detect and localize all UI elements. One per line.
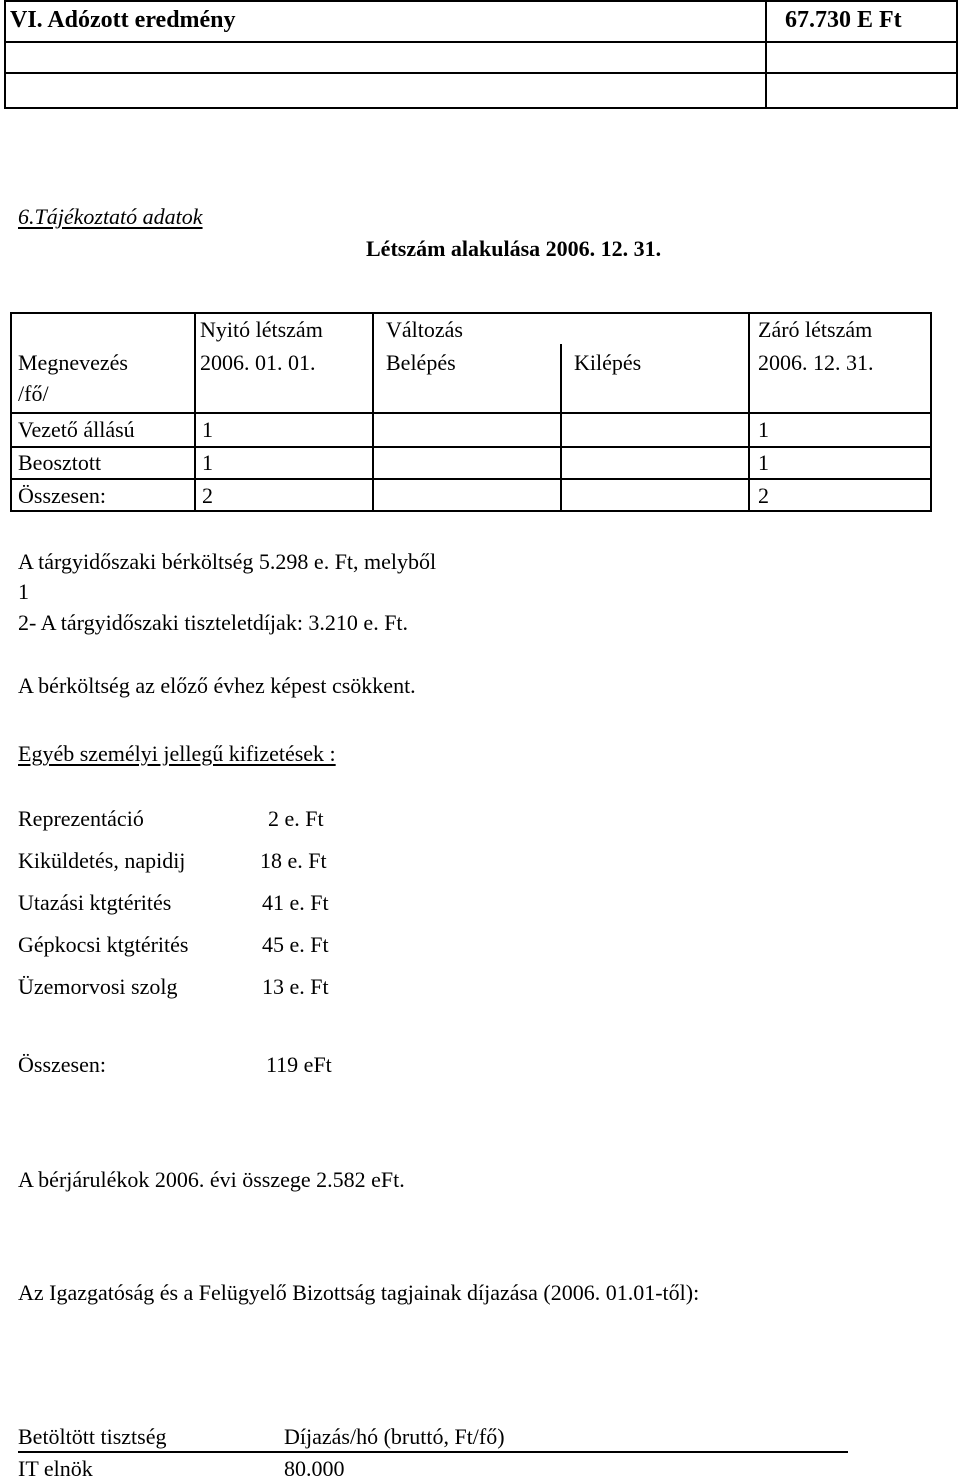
payment-label: Reprezentáció bbox=[18, 806, 144, 831]
payment-value: 2 e. Ft bbox=[268, 806, 324, 831]
table-row-label: Beosztott bbox=[18, 450, 102, 475]
col-name-header: Megnevezés bbox=[18, 350, 128, 375]
payment-value: 13 e. Ft bbox=[262, 974, 329, 999]
payment-value: 18 e. Ft bbox=[260, 848, 327, 873]
wage-cost-line: 2- A tárgyidőszaki tiszteletdíjak: 3.210 e. Ft. bbox=[18, 610, 409, 635]
unit-label: /fő/ bbox=[18, 381, 49, 406]
table-cell-opening: 1 bbox=[202, 450, 213, 475]
col-fee-header: Díjazás/hó (bruttó, Ft/fő) bbox=[284, 1424, 505, 1449]
col-closing-header: Záró létszám bbox=[758, 317, 873, 342]
table-row-label: Összesen: bbox=[18, 483, 106, 508]
payments-heading: Egyéb személyi jellegű kifizetések : bbox=[18, 741, 336, 766]
table-cell-closing: 1 bbox=[758, 417, 769, 442]
col-position-header: Betöltött tisztség bbox=[18, 1424, 167, 1449]
table-cell-closing: 1 bbox=[758, 450, 769, 475]
board-heading: Az Igazgatóság és a Felügyelő Bizottság tagjainak díjazása (2006. 01.01-től): bbox=[18, 1280, 700, 1305]
wage-cost-line: 1 bbox=[18, 579, 29, 604]
wage-cost-line: A tárgyidőszaki bérköltség 5.298 e. Ft, melyből bbox=[18, 549, 437, 574]
headcount-title: Létszám alakulása 2006. 12. 31. bbox=[366, 236, 662, 261]
col-closing-date: 2006. 12. 31. bbox=[758, 350, 874, 375]
result-title: VI. Adózott eredmény bbox=[10, 7, 236, 33]
col-opening-header: Nyitó létszám bbox=[200, 317, 323, 342]
table-row-label: Vezető állású bbox=[18, 417, 135, 442]
col-opening-date: 2006. 01. 01. bbox=[200, 350, 316, 375]
table-cell-closing: 2 bbox=[758, 483, 769, 508]
board-row-position: IT elnök bbox=[18, 1456, 93, 1481]
board-row-fee: 80.000 bbox=[284, 1456, 345, 1481]
result-value: 67.730 E Ft bbox=[785, 7, 902, 33]
payment-value: 45 e. Ft bbox=[262, 932, 329, 957]
payments-total-label: Összesen: bbox=[18, 1052, 106, 1077]
col-out-header: Kilépés bbox=[574, 350, 642, 375]
payments-total-value: 119 eFt bbox=[266, 1052, 332, 1077]
payment-label: Gépkocsi ktgtérités bbox=[18, 932, 189, 957]
payment-value: 41 e. Ft bbox=[262, 890, 329, 915]
col-in-header: Belépés bbox=[386, 350, 456, 375]
contributions-text: A bérjárulékok 2006. évi összege 2.582 eFt. bbox=[18, 1167, 405, 1192]
board-table-divider bbox=[18, 1451, 848, 1453]
payment-label: Kiküldetés, napidij bbox=[18, 848, 186, 873]
info-heading: 6.Tájékoztató adatok bbox=[18, 204, 203, 229]
col-change-header: Változás bbox=[386, 317, 463, 342]
payment-label: Utazási ktgtérités bbox=[18, 890, 172, 915]
payment-label: Üzemorvosi szolg bbox=[18, 974, 178, 999]
table-cell-opening: 1 bbox=[202, 417, 213, 442]
table-cell-opening: 2 bbox=[202, 483, 213, 508]
wage-cost-note: A bérköltség az előző évhez képest csökkent. bbox=[18, 673, 416, 698]
